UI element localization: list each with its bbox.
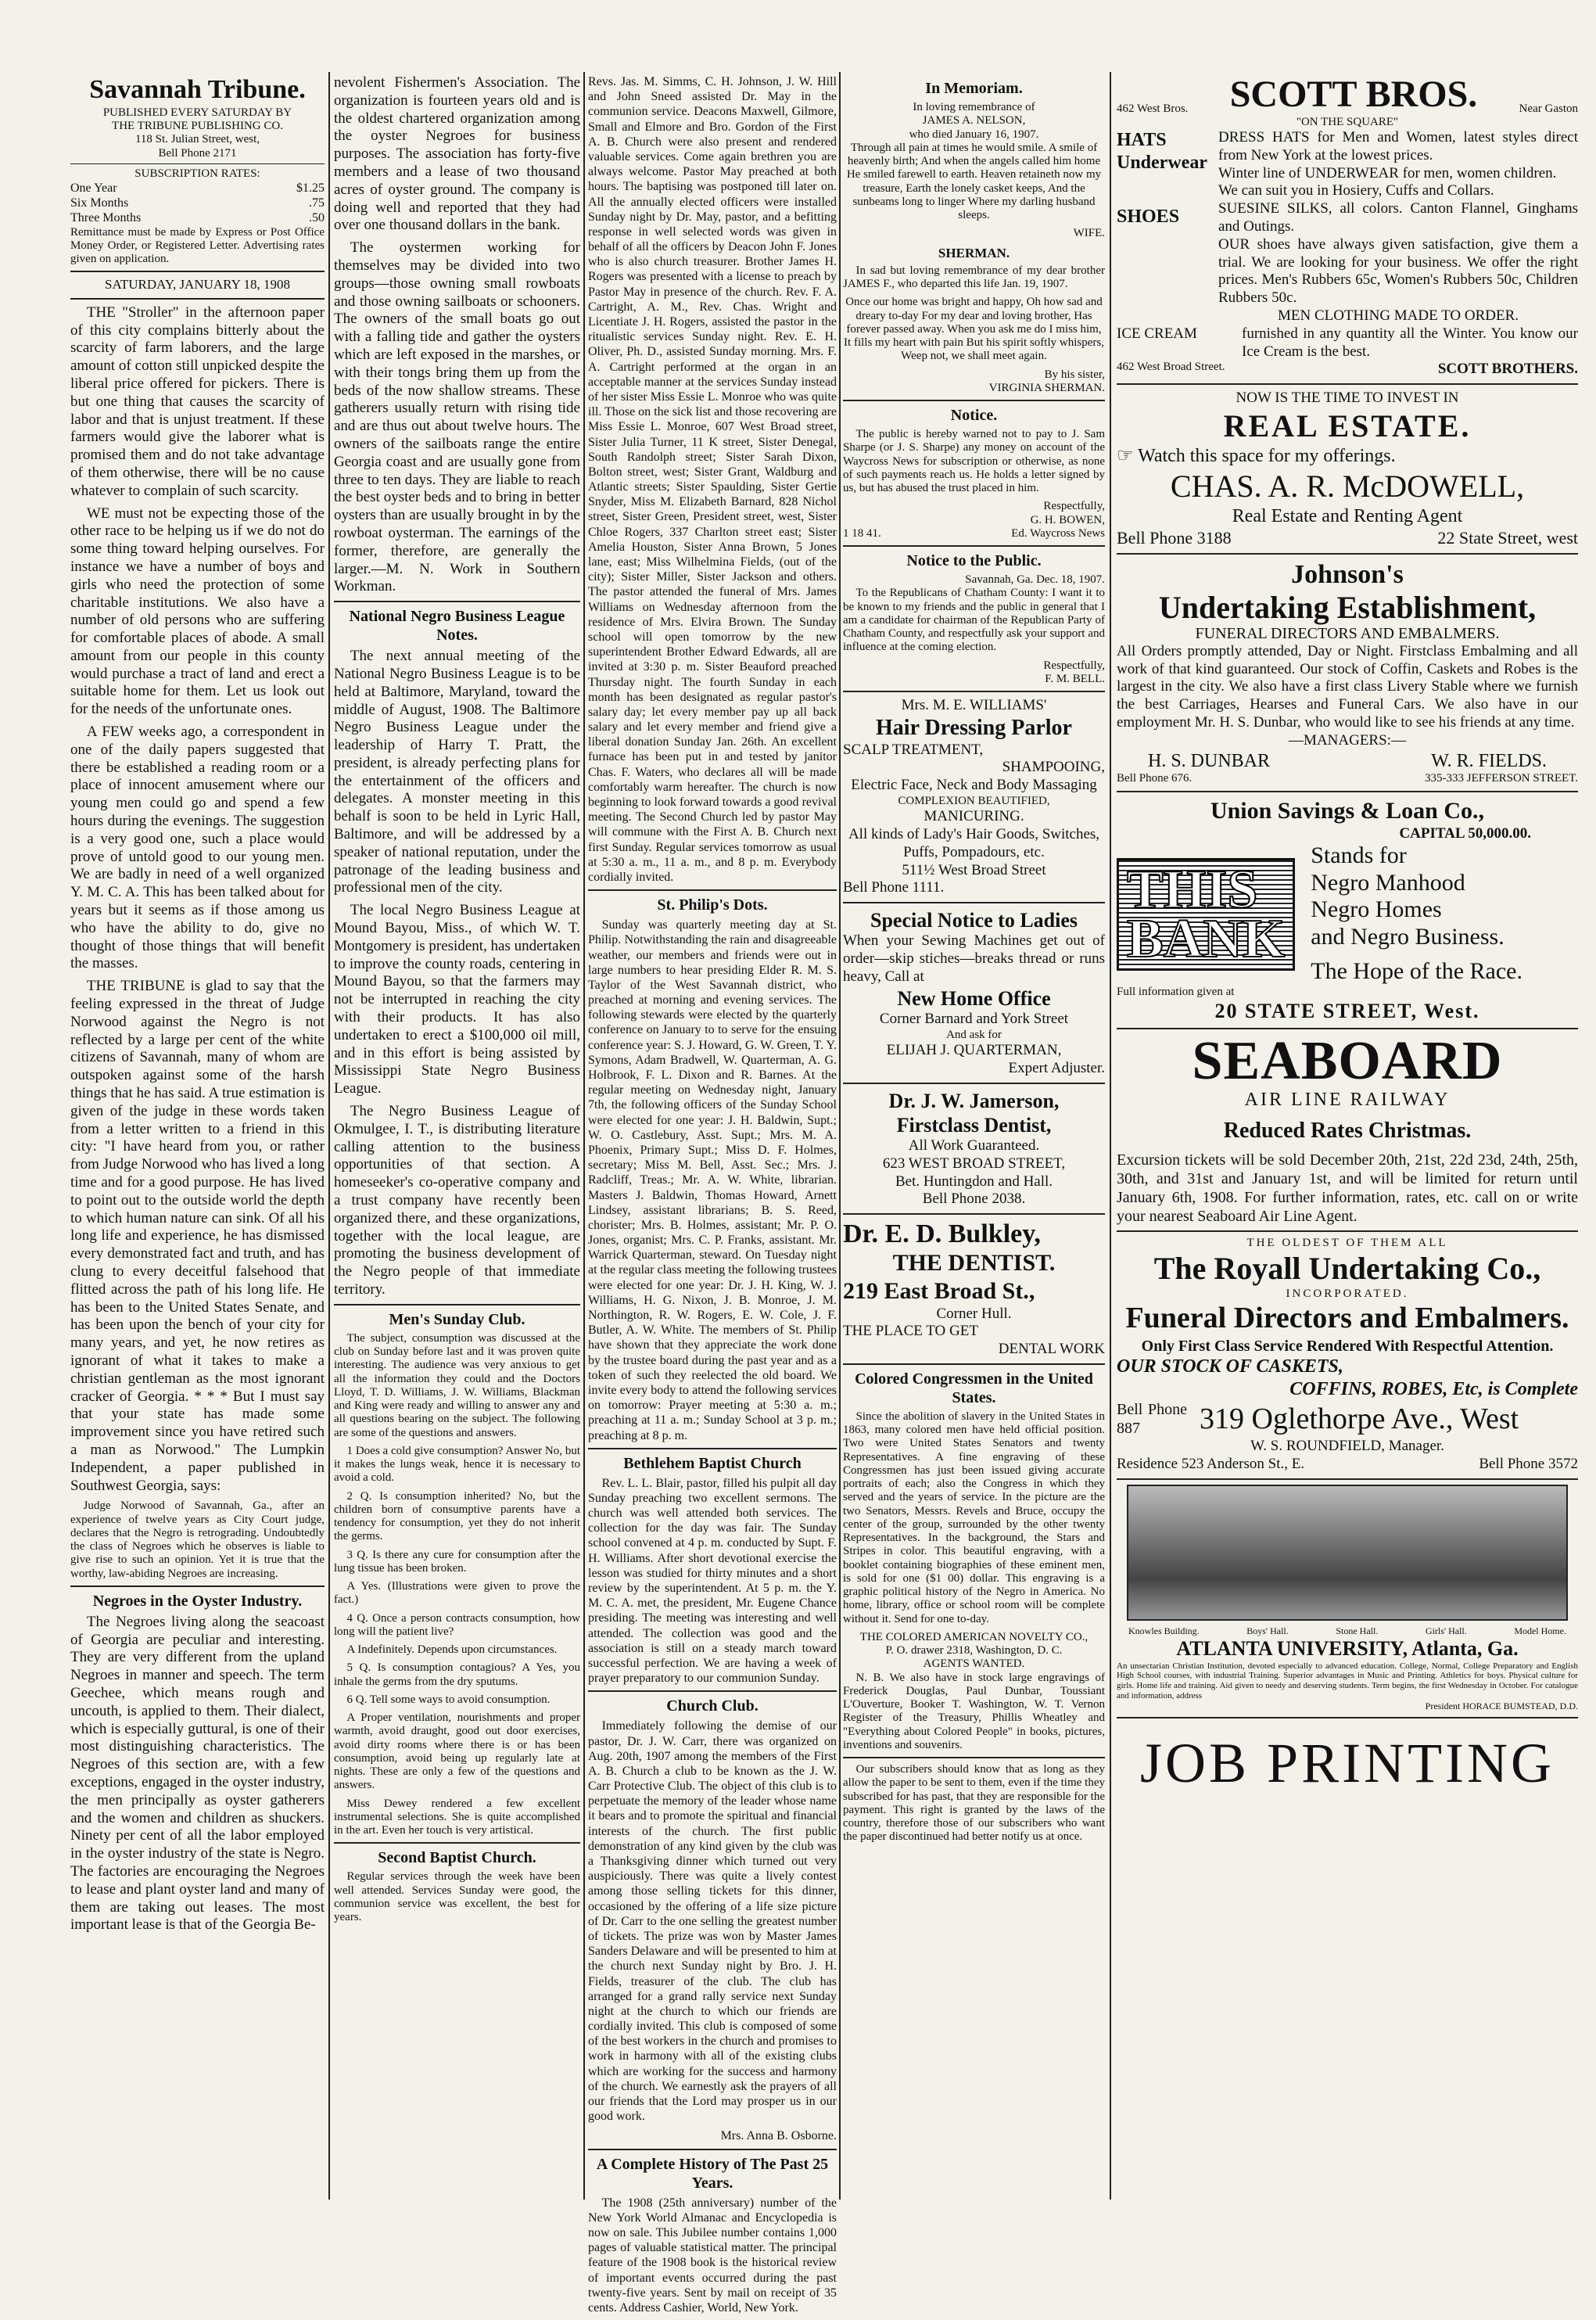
ad-line: Real Estate and Renting Agent [1232,505,1463,526]
ad-line: Corner Hull. [936,1305,1012,1322]
memoriam-line: JAMES A. NELSON, [922,114,1026,127]
memoriam-line: In loving remembrance of [913,101,1035,113]
article-heading: In Memoriam. [925,80,1023,97]
ad-line: NOW IS THE TIME TO INVEST IN [1236,390,1459,407]
ad-line: Winter line of UNDERWEAR for men, women children. [1218,164,1557,181]
ad-title: THE DENTIST. [892,1249,1056,1276]
ad-line: H. S. DUNBAR [1148,750,1271,771]
ad-line: SUESINE SILKS, all colors. Canton Flannel, Ginghams and Outings. [1218,200,1578,235]
rates-heading: SUBSCRIPTION RATES: [134,167,260,180]
article-heading: SHERMAN. [938,245,1010,260]
remittance-note: Remittance must be made by Express or Post Office Money Order, or Registered Letter. Advertising rates given on application. [70,225,325,266]
ad-line: Stands for [1311,842,1407,869]
masthead-line: THE TRIBUNE PUBLISHING CO. [112,120,283,133]
ad-line: Bet. Huntingdon and Hall. [895,1173,1053,1190]
image-caption: Boys' Hall. [1246,1625,1289,1637]
article-paragraph: Immediately following the demise of our pastor, Dr. J. W. Carr, there was organized on Aug. 20th, 1907 among the members of the First A. B. Church a club to be known as the J. W. Carr Protective Club. The object of this club is to perpetuate the memory of the leader whose name it bears and to promote the spiritual and financial interests of the church. The first public demonstration of any kind given by the club was a Thanksgiving dinner which turned out very auspiciously. There was quite a lively contest among those selling tickets for this dinner, occasioned by the offering of a life size picture of Dr. Carr to the one selling the greatest number of tickets. The prize was won by Master James Sanders Delaware and will be presented to him at the church next Sunday night by Bro. J. H. Fields, treasurer of the club. The club has arranged for a grand rally service next Sunday night at the church to which our friends are cordially invited. This club is composed of some of the best workers in the church and promises to work in harmony with all of the existing clubs which are working for the success and harmony of the church. We earnestly ask the prayers of all our friends that the Lord may prosper us in our good work. [588,1719,837,2124]
ad-line: OUR STOCK OF CASKETS, [1117,1356,1343,1377]
ad-line: THE OLDEST OF THEM ALL [1246,1236,1448,1249]
article-heading: St. Philip's Dots. [657,896,768,914]
article-heading: Notice. [950,407,998,425]
signature-line: Respectfully, [1043,500,1105,513]
ad-line: Bell Phone 3188 [1117,527,1232,548]
article-heading: Bethlehem Baptist Church [623,1454,802,1472]
ad-line: Corner Barnard and York Street [879,1010,1069,1027]
ad-line: Bell Phone 2038. [922,1191,1026,1208]
image-caption: Model Home. [1514,1625,1566,1637]
campus-engraving [1127,1485,1568,1621]
ad-line: CAPITAL 50,000.00. [1399,824,1531,842]
ad-line: The Hope of the Race. [1311,958,1522,985]
ad-title: New Home Office [897,986,1051,1010]
ad-line: —MANAGERS:— [1289,731,1406,749]
scott-bros-ad [1117,74,1578,379]
ad-category: HATS [1117,130,1167,151]
ad-line: Excursion tickets will be sold December 20th, 21st, 22d 23d, 24th, 25th, 30th, and 31st and January 1st, and will be limited for return until January 6th, 1908. For further information, rates, etc. call on or write your nearest Seaboard Air Line Agent. [1117,1151,1578,1225]
bulkley-dentist-ad [843,1219,1105,1359]
masthead-line: PUBLISHED EVERY SATURDAY BY [102,106,292,119]
ad-line: THE PLACE TO GET [843,1323,978,1340]
ad-line: Near Gaston [1519,102,1578,115]
article-paragraph: The Negro Business League of Okmulgee, I. T., is distributing literature calling attention to the business opportunities of that section. A homeseeker's co-operative company and a trust company have recently been organized there, and these organizations, together with the local league, are promoting the business development of the Negro people of that immediate territory. [334,1103,580,1298]
signature-line: By his sister, [1044,368,1105,381]
ad-line: OUR shoes have always given satisfaction, give them a trial. We are looking for your business. We offer the right prices. Men's Rubbers 65c, Women's Rubbers 50c, Children Rubbers 50c. [1218,235,1578,307]
ad-line: W. R. FIELDS. [1431,750,1547,771]
this-bank-emblem: THIS BANK [1117,858,1295,971]
article-paragraph: The Negroes living along the seacoast of Georgia are peculiar and interesting. They are very different from the upland Negroes in manner and speech. The term Geechee, which means rough and uncouth, is applied to them. Their dialect, which is especially guttural, is one of their most distinguishing characteristics. The Negroes of this section are, with a few exceptions, engaged in the oyster industry, the men principally as oyster gatherers and the women and children as shuckers. Ninety per cent of all the labor employed in the oyster industry of the state is Negro. The factories are encouraging the Negroes to lease and plant oyster land and many of them are taking out leases. The most important lease is that of the Georgia Be- [70,1613,325,1934]
memoriam-poem: Once our home was bright and happy, Oh how sad and dreary to-day For my dear and loving brother, Has forever passed away. When you ask me do I miss him, It fills my heart with pain But his spirit softly whispers, Weep not, we shall meet again. [844,296,1104,363]
article-paragraph: Our subscribers should know that as long as they allow the paper to be sent to them, even if the time they subscribed for has past, that they are responsible for the payment. This right is granted by the laws of the country, therefore those of our subscribers who want the paper discontinued had better notify us at once. [843,1763,1105,1844]
article-heading: Church Club. [666,1697,759,1715]
editorial-paragraph: THE "Stroller" in the afternoon paper of this city complains bitterly about the scarcity of farm laborers, and the large amount of cotton still unpicked despite the liberal price offered for pickers. There is but one thing that causes the scarcity of labor and that is unjust treatment. If these farmers would give the laborer what is promised them and do not take advantage of them otherwise, there will be no cause whatever to complain of such scarcity. [70,303,325,499]
column-rule [1110,72,1111,2200]
article-paragraph: 1 Does a cold give consumption? Answer No, but it makes the lungs weak, hence it is necessary to avoid a cold. [334,1444,580,1485]
signature: F. M. BELL. [1045,672,1105,685]
article-paragraph: The oystermen working for themselves may be divided into two groups—those owning small rowboats and those owning sailboats or schooners. The owners of the small boats go out with a falling tide and gather the oysters which are left exposed in the marshes, or with their tongs bring them up from the beds of the now shallow streams. These gatherers usually return with rising tide and are thus out about twelve hours. The owners of the sailboats range the entire Georgia coast and are usually gone from three to ten days. They are liable to reach the best oyster beds and to bring in better oysters than are usually brought in by the rowboat oysterman. The earnings of the former, therefore, are generally the larger.—M. N. Work in Southern Workman. [334,239,580,595]
article-paragraph: 4 Q. Once a person contracts consumption, how long will the patient live? [334,1611,580,1638]
notice-date: Savannah, Ga. Dec. 18, 1907. [965,573,1105,587]
signature: WIFE. [1073,227,1105,240]
article-paragraph: Rev. L. L. Blair, pastor, filled his pulpit all day Sunday preaching two excellent sermons. The church was well attended both services. The collection for the day was fair. The Sunday school convened at 4 p. m. conducted by Supt. F. H. Williams. After short devotional exercise the lesson was studied for thirty minutes and a short review by the superintendent. At 5 p. m. the Y. M. C. A. met, the president, Mr. Eugene Chance presiding. The meeting was interesting and well attended. The collection was good and the association is still on a steady march toward successful perfection. We are having a week of prayer preparatory to our communion Sunday. [588,1476,837,1686]
column-5 [1117,74,1578,1797]
ad-line: MANICURING. [924,808,1024,825]
article-paragraph: Since the abolition of slavery in the United States in 1863, many colored men have held official position. Two were United States Senators and twenty Representatives. A fine engraving of these Congressmen has just been issued giving accurate portraits of each; also the Congress in which they served and the years of service. In the picture are the two Senators, Messrs. Revels and Bruce, occupy the center of the group, surrounded by the other twenty Representatives. In the background, the Stars and Stripes in color. This beautiful engraving, with a booklet containing biographies of these eminent men, is sold for one ($1 00) dollar. This engraving is a graphic political history of the Negro in America. No home, library, office or school room will be complete without it. Send for one to-day. [843,1410,1105,1625]
article-paragraph: Sunday was quarterly meeting day at St. Philip. Notwithstanding the rain and disagreeable weather, our members and friends were out in large numbers to hear presiding Elder R. M. S. Taylor of the West Savannah district, who preached at morning and evening services. The following stewards were elected by the quarterly conference on January to to serve for the ensuing conference year: S. J. Howard, G. W. Green, T. Y. Symons, Adam Bradwell, W. Quarterman, A. G. Holbrook, F. L. Dixon and R. Barnes. At the regular meeting on Wednesday night, January 7th, the following officers of the Sunday School were elected for one year: J. H. Baldwin, Supt.; W. O. Castlebury, Asst. Supt.; Mrs. M. A. Phoenix, Primary Supt.; Miss D. F. Holmes, secretary; Miss M. Bell, Asst. Sec.; Mrs. J. Radcliff, Treas.; Mr. A. W. White, librarian. Masters J. Baldwin, Thomas Howard, Arnett Lindsey, assistant librarians; B. S. Reed, chorister; Mrs. B. Holmes, assistant; Mr. P. O. Jones, organist; Mrs. C. P. Franks, assistant. Mr. Warrick Quarterman, steward. On Tuesday night at the regular class meeting the following trustees were elected for one year: Dr. J. H. King, W. J. Williams, H. G. Nixon, J. B. Monroe, J. M. Northington, R. W. Rogers, E. W. Cole, J. F. Butler, A. W. White. The members of St. Philip have shown that they appreciate the work done by the trustee board during the past year and as a token of such they reelected the old board. We invite every body to attend the following services on tomorrow: Prayer meeting at 5:30 a. m.; preaching at 11 a. m.; Sunday School at 3 p. m.; preaching at 8 p. m. [588,918,837,1442]
ad-title: SCOTT BROS. [1229,74,1478,115]
ad-title: Hair Dressing Parlor [876,715,1072,740]
ad-line: When your Sewing Machines get out of order—skip stiches—breaks thread or runs heavy, Call at [843,932,1105,985]
article-paragraph: A Proper ventilation, nourishments and proper warmth, avoid draught, good out door exercises, avoid dirty rooms where there is or has been consumption, avoid being up regularly late at nights. These are only a few of the questions and answers. [334,1711,580,1792]
rate-row: One Year $1.25 [70,181,325,196]
ad-line: 462 West Broad Street. [1117,361,1225,374]
ad-title: Special Notice to Ladies [870,909,1078,932]
ad-title: REAL ESTATE. [1223,408,1472,444]
ad-title: Dr. E. D. Bulkley, [843,1219,1041,1249]
ad-title: Funeral Directors and Embalmers. [1125,1302,1569,1335]
column-rule [839,72,841,2200]
masthead [70,74,325,300]
ad-line: We can suit you in Hosiery, Cuffs and Collars. [1218,182,1494,199]
ad-line: Full information given at [1117,985,1235,998]
hair-parlor-ad [843,697,1105,897]
column-2 [334,74,580,1929]
notice-text: To the Republicans of Chatham County: I want it to be known to my friends and the public in general that I am a candidate for chairman of the Republican Party of Chatham County, and respectfully ask your support and influence at the coming election. [843,587,1105,654]
signature: Mrs. Anna B. Osborne. [720,2129,837,2143]
column-3 [588,74,837,2320]
ad-line: SCALP TREATMENT, [843,741,984,758]
article-paragraph: A Indefinitely. Depends upon circumstances. [346,1643,558,1657]
ad-title: CHAS. A. R. McDOWELL, [1170,468,1525,504]
ad-line: Bell Phone 887 [1117,1401,1187,1438]
ad-title: Union Savings & Loan Co., [1210,797,1485,824]
article-paragraph: Miss Dewey rendered a few excellent instrumental selections. She is quite accomplished in the art. Even her touch is very artistical. [334,1797,580,1837]
ad-line: And ask for [946,1028,1002,1041]
ad-line: Only First Class Service Rendered With Respectful Attention. [1141,1337,1554,1355]
johnson-undertaking-ad [1117,559,1578,786]
ad-line: THE COLORED AMERICAN NOVELTY CO., [859,1630,1089,1643]
ad-line: Residence 523 Anderson St., E. [1117,1456,1305,1473]
column-rule [583,72,585,2200]
article-paragraph: A Yes. (Illustrations were given to prove the fact.) [334,1580,580,1607]
ad-line: All Orders promptly attended, Day or Night. Firstclass Embalming and all work of that kind guaranteed. Our stock of Coffin, Caskets and Robes is the largest in the city. We also have a first class Livery Stable where we furnish the best Carriages, Hearses and Funeral Cars. We also have in our employment Mr. H. S. Dunbar, who would like to see his friends at any time. [1117,642,1578,731]
job-printing-ad: JOB PRINTING [1139,1731,1555,1794]
image-caption: Knowles Building. [1128,1625,1200,1637]
ad-line: 462 West Bros. [1117,102,1189,115]
article-paragraph: The local Negro Business League at Mound Bayou, Miss., of which W. T. Montgomery is president, has undertaken to improve the county roads, centering in Mound Bayou, so that the farmers may not be interrupted in reaching the city with their products. It has also undertaken to erect a $100,000 oil mill, and in this effort is being assisted by Mississippi State Negro Business League. [334,902,581,1097]
ad-title: 319 Oglethorpe Ave., West [1200,1402,1519,1435]
editorial-paragraph: THE TRIBUNE is glad to say that the feeling expressed in the threat of Judge Norwood against the Negro is not reflected by a large per cent of the white citizens of Savannah, many of whom are outspoken against some of the harsh things that he has said. A true estimation is given of the judge in these words taken from a letter written to a friend in this city: "I have heard from you, or rather from Judge Norwood who has lived a long time and for a good purpose. He has lived to point out to the outside world the depth to which human nature can sink. Of all his long life and experience, he has dismissed every demonstrated fact and truth, and has clung to every deceitful falsehood that flitted across the path of his long life. He has been to the United States Senate, and has been upon the bench of your city for many years, and yet, he now retires as ignorant of what it takes to make a christian gentleman as the most ignorant cracker of Georgia. * * * But I must say that your state has made some improvement since you have retired such a man as Norwood." The Lumpkin Independent, a paper published in Southwest Georgia, says: [70,978,325,1494]
ad-title: 219 East Broad St., [843,1277,1035,1304]
ad-line: President HORACE BUMSTEAD, D.D. [1425,1700,1578,1712]
article-paragraph: The 1908 (25th anniversary) number of the New York World Almanac and Encyclopedia is now on sale. This Jubilee number contains 1,000 pages of valuable statistical matter. The principal feature of the 1908 book is the historical review of important events occurred during the past twenty-five years. Sent by mail on receipt of 35 cents. Address Cashier, World, New York. [588,2196,837,2315]
memoriam-poem: Through all pain at times he would smile. A smile of heavenly birth; And when the angels called him home He smiled farewell to earth. Heaven retaineth now my treasure, Earth the lonely casket keeps, And the sunbeams long to linger Where my darling husband sleeps. [846,141,1102,221]
ad-line: Bell Phone 3572 [1479,1456,1578,1473]
ad-line: COMPLEXION BEAUTIFIED, [898,794,1050,807]
ad-line: Bell Phone 1111. [843,879,945,896]
ad-line: AGENTS WANTED. [923,1657,1025,1671]
article-paragraph: The next annual meeting of the National Negro Business League is to be held at Baltimore, Maryland, toward the middle of August, 1908. The Baltimore Negro Business League under the leadership of Harry T. Pratt, the president, is already perfecting plans for the entertainment of the officers and delegates. A monster meeting in this behalf is soon to be held in Lyric Hall, Baltimore, and will be addressed by a speaker of national reputation, under the patronage of the leading business and professional men of the city. [334,648,580,896]
ad-line: "ON THE SQUARE" [1296,115,1399,128]
ad-line: P. O. drawer 2318, Washington, D. C. [885,1644,1063,1657]
article-heading: Negroes in the Oyster Industry. [92,1592,303,1610]
masthead-line: Bell Phone 2171 [158,146,237,160]
ad-line: AIR LINE RAILWAY [1244,1090,1451,1111]
ad-line: furnished in any quantity all the Winter. You know our Ice Cream is the best. [1242,325,1578,360]
masthead-line: 118 St. Julian Street, west, [134,133,260,146]
ad-line: SHAMPOOING, [1002,759,1105,776]
ad-title: Reduced Rates Christmas. [1223,1119,1472,1144]
ad-category: ICE CREAM [1117,325,1197,342]
editorial-quote: Judge Norwood of Savannah, Ga., after an experience of twelve years as City Court judge, declares that the Negro is retrograding. Undoubtedly the class of Negroes which he observes is liable to give rise to such an opinion. Yet it is true that the worthy, law-abiding Negroes are increasing. [70,1499,325,1580]
article-paragraph: 3 Q. Is there any cure for consumption after the lung tissue has been broken. [334,1548,580,1575]
article-paragraph: nevolent Fishermen's Association. The organization is fourteen years old and is the oldest chartered organization among the oyster Negroes for business purposes. The association has forty-five members and a lease of two thousand acres of oyster ground. The company is doing well and reported that they had over one thousand dollars in the bank. [334,74,580,234]
article-heading: Men's Sunday Club. [389,1310,525,1328]
rate-row: Six Months .75 [70,196,325,210]
atlanta-university-ad [1117,1485,1578,1712]
ad-line: DENTAL WORK [998,1341,1105,1358]
article-heading: National Negro Business League Notes. [349,608,565,645]
ad-line: 335-333 JEFFERSON STREET. [1425,772,1578,785]
ad-line: All Work Guaranteed. [908,1137,1040,1154]
article-heading: Colored Congressmen in the United States. [855,1370,1093,1406]
ad-line: 20 STATE STREET, West. [1214,1000,1480,1023]
ad-title: SEABOARD [1192,1031,1503,1092]
signature-line: Respectfully, [1043,659,1105,672]
ad-line: 511½ West Broad Street [902,861,1046,878]
memoriam-line: who died January 16, 1907. [909,127,1039,141]
ad-line: COFFINS, ROBES, Etc, is Complete [1289,1378,1578,1399]
ad-line: Electric Face, Neck and Body Massaging [851,777,1097,794]
union-savings-ad [1117,797,1578,1024]
ad-category: Underwear [1117,152,1207,173]
ad-line: ☞ Watch this space for my offerings. [1117,446,1396,466]
column-4 [843,74,1105,1849]
ad-line: INCORPORATED. [1286,1287,1409,1300]
ad-line: SCOTT BROTHERS. [1437,361,1578,378]
signature-row: 1 18 41. Ed. Waycross News [843,526,1105,540]
ad-line: Bell Phone 676. [1117,772,1193,785]
ad-line: Negro Homes [1311,896,1442,923]
notice-text: The public is hereby warned not to pay to J. Sam Sharpe (or J. S. Sharpe) any money on account of the Waycross News for subscription or otherwise, as none of such payments reach us. He holds a letter signed by us, but has abused the trust placed in him. [843,428,1105,495]
royall-undertaking-ad [1117,1237,1578,1474]
ad-line: ELIJAH J. QUARTERMAN, [886,1041,1062,1058]
memoriam-intro: In sad but loving remembrance of my dear brother JAMES F., who departed this life Jan. 19, 1907. [843,264,1105,291]
seaboard-ad [1117,1031,1578,1225]
ad-line: All kinds of Lady's Hair Goods, Switches, Puffs, Pompadours, etc. [848,825,1100,860]
article-paragraph: N. B. We also have in stock large engravings of Frederick Douglas, Paul Dunbar, Toussiant L'Ouverture, Booker T. Washington, W. T. Vernon Register of the Treasury, Phillis Wheatley and "Everything about Colored People" in books, pictures, inventions and souvenirs. [843,1671,1105,1751]
rates-table [70,181,325,226]
ad-line: 623 WEST BROAD STREET, [882,1155,1066,1172]
article-heading: Notice to the Public. [906,552,1042,570]
article-heading: Second Baptist Church. [378,1849,536,1867]
ad-title: Undertaking Establishment, [1158,589,1537,625]
column-rule [328,72,330,2200]
ad-title: Dr. J. W. Jamerson, [888,1089,1060,1112]
ad-line: 22 State Street, west [1437,527,1578,548]
ad-line: and Negro Business. [1311,923,1505,950]
masthead-title: Savannah Tribune. [89,75,306,104]
image-caption: Stone Hall. [1336,1625,1379,1637]
rate-row: Three Months .50 [70,211,325,225]
signature: G. H. BOWEN, [1030,513,1105,526]
editorial-paragraph: A FEW weeks ago, a correspondent in one of the daily papers suggested that there be established a reading room or a place of innocent amusement where our young men could go and spend a few hours during the evenings. The suggestion is a very good one, such a place would prove of untold good to our young men. We are badly in need of a well organized Y. M. C. A. This has been talked about for years but it seems as if those among us who have the ability to do, give no thought of those things that will benefit the masses. [70,724,325,972]
signature: VIRGINIA SHERMAN. [988,381,1105,394]
article-paragraph: Revs. Jas. M. Simms, C. H. Johnson, J. W. Hill and John Sneed assisted Dr. May in the communion service. Deacons Maxwell, Gilmore, Small and Elmore and Bro. Gordon of the First A. B. Church were also present and rendered valuable services. Come again brethren you are always welcome. Pastor May preached at both hours. The baptising was postponed till later on. All the annually elected officers were installed Sunday night by Dr. May, pastor, and a befitting response in well selected words was given in behalf of all the officers by Deacon John F. Jones who is also church treasurer. Brother James H. Rogers was presented with a license to preach by Pastor May in presence of the church. Rev. F. A. Cartright, A. M., Rev. Chas. Wright and Licentiate J. H. Rogers, assisted the pastor in the ritualistic services Sunday night. Rev. E. H. Oliver, Ph. D., assisted Sunday morning. Mrs. F. A. Cartright performed at the organ in an acceptable manner at the services Sunday instead of her sister Miss Essie L. Monroe who was quite ill. Those on the sick list and those recovering are Miss Essie L. Monroe, 607 West Broad street, Sister Julia Turner, 11 K street, Sister Denegal, South Randolph street; Sister Sarah Dixon, Bolton street, west; Sister Grant, Waldburg and Atlantic streets; Sister Spaulding, Sister Gertie Snyder, Miss M. Elizabeth Barnard, 828 Nichol street, Sister Green, President street, west, Sister Chloe Rogers, 337 Charlton street east; Sister Amelia Houston, Sister Anna Brown, 5 Jones lane, east; Miss Wilhelmina Fields, (out of the city); Sister Miller, Sister Jackson and others. The pastor attended the funeral of Mrs. James Williams on Wednesday afternoon from the residence of Mrs. Elvira Brown. The Sunday school will open tomorrow by the new superintendent Brother Edward Edwards, all are invited at 3:30 p. m. Sister Beauford preached Thursday night. The fourth Sunday in each month has been designated as regular pastor's salary day; let every member pay up all back salary and let every member and friend give a liberal donation Sunday Jan. 26th. An excellent furnace has been put in and tested by janitor Chas. F. Waters, who declares all will be made comfortably warm hereafter. The church is now beginning to look forward towards a good revival meeting. The Second Church led by pastor May will commune with the First A. B. Church next first Sunday. Regular services tomorrow as usual at 5:30 a. m., 11 a. m., and 8 p. m. Everybody cordially invited. [588,75,837,884]
article-paragraph: 5 Q. Is consumption contagious? A Yes, you inhale the germs from the dry sputums. [334,1661,580,1688]
article-paragraph: The subject, consumption was discussed at the club on Sunday before last and it was proven quite interesting. The audience was very anxious to get all the information they could and the Doctors Lloyd, T. D. Williams, J. W. Williams, Blackman and King were ready and willing to answer any and all questions bearing on the subject. The following are some of the questions and answers. [334,1331,580,1439]
image-caption: Girls' Hall. [1425,1625,1467,1637]
ad-title: Johnson's [1291,559,1404,589]
ad-line: FUNERAL DIRECTORS AND EMBALMERS. [1195,624,1500,642]
sewing-notice-ad [843,908,1105,1077]
jamerson-dentist-ad [843,1089,1105,1209]
ad-line: DRESS HATS for Men and Women, latest styles direct from New York at the lowest prices. [1218,129,1578,163]
ad-line: MEN CLOTHING MADE TO ORDER. [1277,307,1519,325]
article-paragraph: 6 Q. Tell some ways to avoid consumption. [346,1693,551,1706]
ad-line: Negro Manhood [1311,869,1465,896]
column-1 [70,74,325,1939]
real-estate-ad [1117,390,1578,548]
ad-title: Firstclass Dentist, [896,1113,1052,1137]
editorial-paragraph: WE must not be expecting those of the other race to be helping us if we do not do some thing toward helping ourselves. For instance we have a number of boys and girls who need the protection of some charitable institutions. We also have a number of old persons who are suffering for comfortable places of abode. A small amount from our people in this county would purchase a tract of land and erect a suitable home for them. Let us look out for the needs of the unfortunate ones. [70,505,325,718]
ad-line: Expert Adjuster. [1008,1059,1105,1076]
article-paragraph: 2 Q. Is consumption inherited? No, but the children born of consumptive parents have a tendency for consumption, yet they do not inherit the germs. [334,1489,580,1543]
article-heading: A Complete History of The Past 25 Years. [596,2155,829,2192]
issue-date: SATURDAY, JANUARY 18, 1908 [105,277,290,293]
ad-line: Mrs. M. E. WILLIAMS' [901,697,1047,714]
article-paragraph: Regular services through the week have been well attended. Services Sunday were good, the communion service was excellent, the best for years. [334,1870,580,1924]
ad-line: W. S. ROUNDFIELD, Manager. [1250,1438,1444,1455]
ad-title: ATLANTA UNIVERSITY, Atlanta, Ga. [1176,1637,1519,1661]
ad-category: SHOES [1117,206,1180,227]
ad-line: An unsectarian Christian Institution, devoted especially to advanced education. College, Normal, College Preparatory and English High School courses, with industrial Training. Superior advantages in Music and Printing. Athletics for boys. Physical culture for girls. Home life and training. Aid given to needy and deserving students. Term begins, the first Wednesday in October. For catalogue and information, address [1117,1661,1578,1700]
ad-title: The Royall Undertaking Co., [1153,1250,1541,1286]
